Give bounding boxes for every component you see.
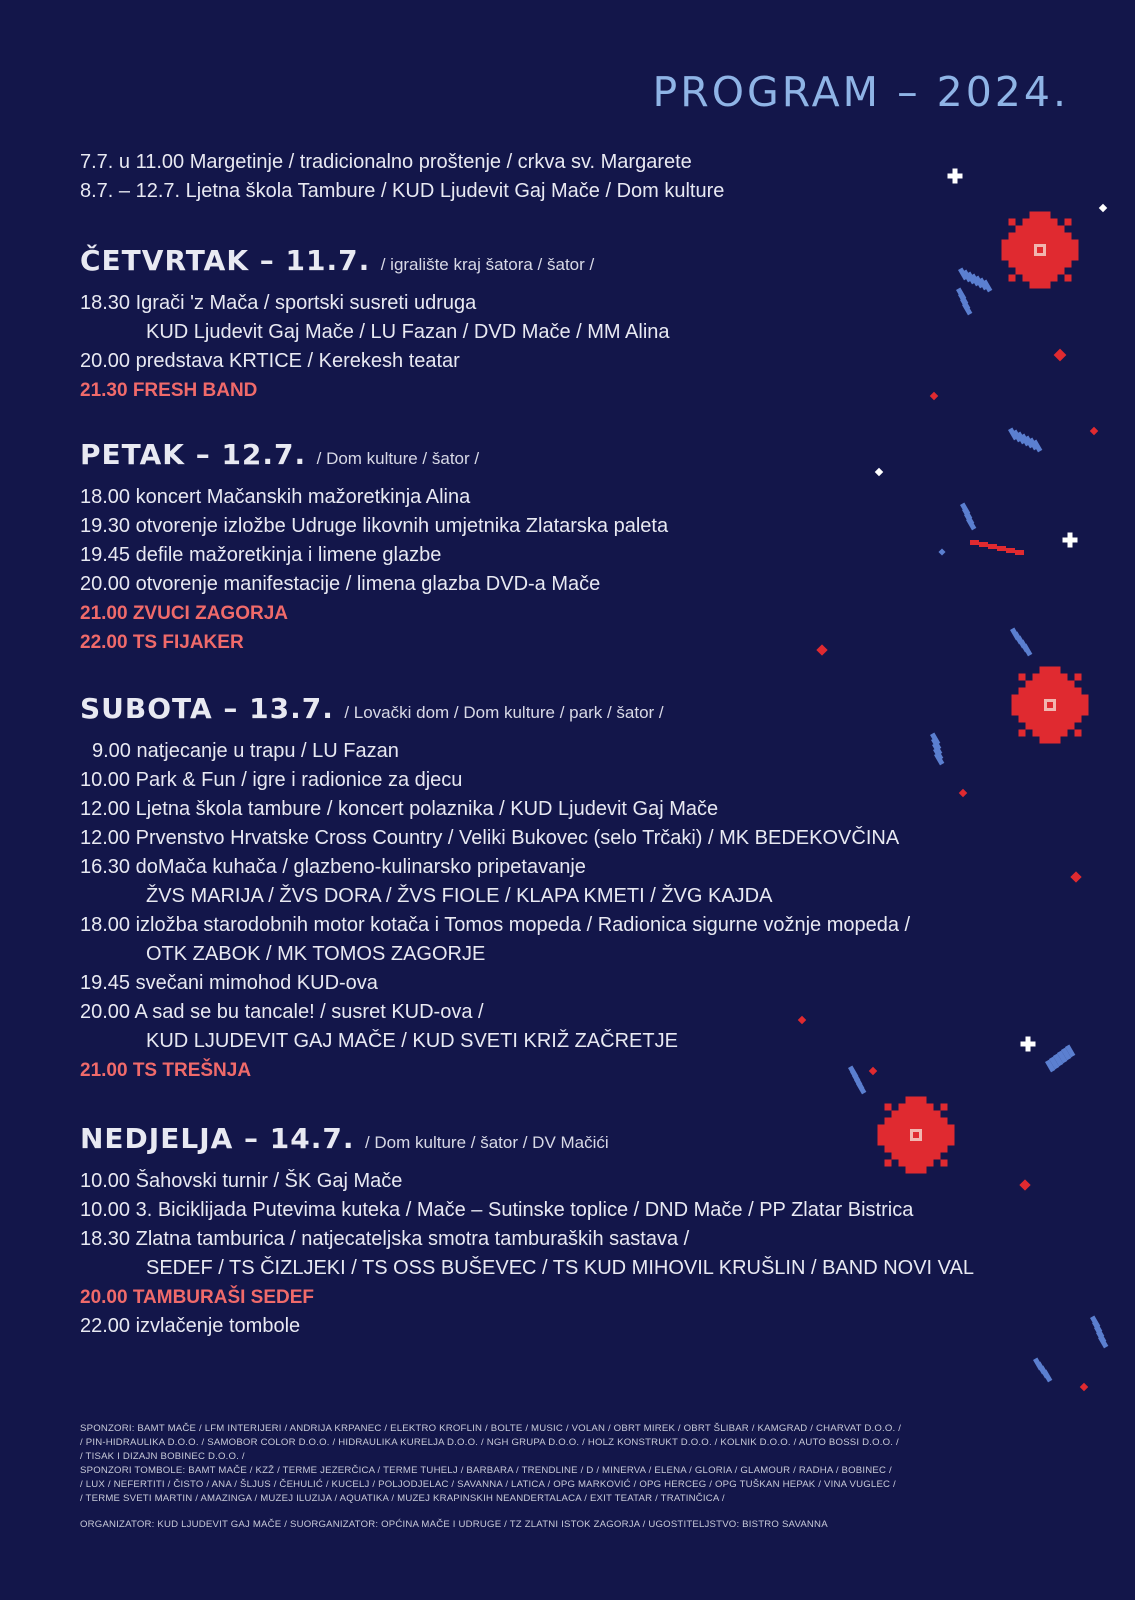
diamond-ornament xyxy=(869,1067,877,1075)
program-item: 18.30 Zlatna tamburica / natjecateljska smotra tamburaških sastava / xyxy=(80,1228,690,1250)
diamond-ornament xyxy=(875,468,883,476)
program-item: 10.00 Park & Fun / igre i radionice za djecu xyxy=(80,769,463,791)
diamond-ornament xyxy=(1090,427,1098,435)
diamond-ornament xyxy=(798,1016,806,1024)
red-stripe-ornament xyxy=(988,544,997,549)
organizer-line: ORGANIZATOR: KUD LJUDEVIT GAJ MAČE / SUORGANIZATOR: OPĆINA MAČE I UDRUGE / TZ ZLATNI ISTOK ZAGORJA / UGOSTITELJSTVO: BISTRO SAVANNA xyxy=(80,1519,828,1530)
white-cross-ornament xyxy=(948,174,963,179)
highlight-item: 21.30 FRESH BAND xyxy=(80,380,258,401)
program-item: ŽVS MARIJA / ŽVS DORA / ŽVS FIOLE / KLAPA KMETI / ŽVG KAJDA xyxy=(146,885,773,907)
red-stripe-ornament xyxy=(979,542,988,547)
highlight-item: 20.00 TAMBURAŠI SEDEF xyxy=(80,1287,315,1308)
day-location: / Lovački dom / Dom kulture / park / šator / xyxy=(344,703,664,722)
day-location: / Dom kulture / šator / DV Mačići xyxy=(364,1133,609,1152)
program-item: 10.00 Šahovski turnir / ŠK Gaj Mače xyxy=(80,1170,403,1192)
red-flower-ornament xyxy=(1002,212,1079,289)
zigzag-ornament xyxy=(966,518,976,531)
program-item: 18.30 Igrači 'z Mača / sportski susreti udruga xyxy=(80,292,477,314)
program-item: 12.00 Prvenstvo Hrvatske Cross Country / Veliki Bukovec (selo Trčaki) / MK BEDEKOVČINA xyxy=(80,827,900,849)
diamond-ornament xyxy=(938,548,945,555)
zigzag-ornament xyxy=(962,303,972,316)
day-location: / Dom kulture / šator / xyxy=(316,449,480,468)
highlight-item: 22.00 TS FIJAKER xyxy=(80,632,244,653)
diamond-ornament xyxy=(1070,871,1081,882)
red-flower-ornament xyxy=(878,1097,955,1174)
red-stripe-ornament xyxy=(970,540,979,545)
zigzag-ornament xyxy=(1042,1370,1052,1383)
program-item: 20.00 A sad se bu tancale! / susret KUD-ova / xyxy=(80,1001,484,1023)
white-cross-ornament xyxy=(1063,538,1078,543)
diamond-ornament xyxy=(1080,1383,1088,1391)
highlight-item: 21.00 TS TREŠNJA xyxy=(80,1060,252,1081)
sponsor-line: SPONZORI TOMBOLE: BAMT MAČE / KZŽ / TERME JEZERČICA / TERME TUHELJ / BARBARA / TRENDLINE / D / MINERVA / ELENA / GLORIA / GLAMOUR / RADHA / BOBINEC / xyxy=(80,1465,892,1476)
zigzag-ornament xyxy=(1022,644,1032,657)
diamond-ornament xyxy=(930,392,938,400)
program-item: 19.45 svečani mimohod KUD-ova xyxy=(80,972,378,994)
diamond-ornament xyxy=(1099,204,1107,212)
program-item: OTK ZABOK / MK TOMOS ZAGORJE xyxy=(146,943,486,965)
day-location: / igralište kraj šatora / šator / xyxy=(380,255,595,274)
red-flower-ornament xyxy=(1012,667,1089,744)
program-item: 18.00 koncert Mačanskih mažoretkinja Alina xyxy=(80,486,471,508)
diamond-ornament xyxy=(1019,1179,1030,1190)
zigzag-ornament xyxy=(1098,1336,1108,1349)
program-item: 16.30 doMača kuhača / glazbeno-kulinarsko pripetavanje xyxy=(80,856,586,878)
program-item: 12.00 Ljetna škola tambure / koncert polaznika / KUD Ljudevit Gaj Mače xyxy=(80,798,719,820)
diamond-ornament xyxy=(959,789,967,797)
day-name: PETAK – 12.7. xyxy=(80,438,307,471)
day-name: SUBOTA – 13.7. xyxy=(80,692,334,725)
program-item: 22.00 izvlačenje tombole xyxy=(80,1315,301,1337)
sponsor-line: SPONZORI: BAMT MAČE / LFM INTERIJERI / ANDRIJA KRPANEC / ELEKTRO KROFLIN / BOLTE / MUSIC / VOLAN / OBRT MIREK / OBRT ŠLIBAR / KAMGRAD / CHARVAT D.O.O. / xyxy=(80,1423,902,1434)
highlight-item: 21.00 ZVUCI ZAGORJA xyxy=(80,603,288,624)
program-item: 19.45 defile mažoretkinja i limene glazbe xyxy=(80,544,442,566)
red-stripe-ornament xyxy=(997,546,1006,551)
white-cross-ornament xyxy=(1021,1042,1036,1047)
intro-line: 7.7. u 11.00 Margetinje / tradicionalno proštenje / crkva sv. Margarete xyxy=(80,151,692,173)
program-item: 9.00 natjecanje u trapu / LU Fazan xyxy=(92,740,399,762)
program-item: 19.30 otvorenje izložbe Udruge likovnih umjetnika Zlatarska paleta xyxy=(80,515,669,537)
sponsor-line: / PIN-HIDRAULIKA D.O.O. / SAMOBOR COLOR D.O.O. / HIDRAULIKA KURELJA D.O.O. / NGH GRUPA D.O.O. / HOLZ KONSTRUKT D.O.O. / KOLNIK D.O.O. / AUTO BOSSI D.O.O. / xyxy=(80,1437,899,1448)
diamond-ornament xyxy=(1054,349,1067,362)
red-stripe-ornament xyxy=(1006,548,1015,553)
zigzag-ornament xyxy=(934,753,944,766)
page-title: PROGRAM – 2024. xyxy=(652,68,1069,116)
program-item: 18.00 izložba starodobnih motor kotača i Tomos mopeda / Radionica sigurne vožnje mopeda / xyxy=(80,914,911,936)
sponsor-line: / LUX / NEFERTITI / ČISTO / ANA / ŠLJUS / ČEHULIĆ / KUCELJ / POLJODJELAC / SAVANNA / LATICA / OPG MARKOVIĆ / OPG HERCEG / OPG TUŠKAN HEPAK / VINA VUGLEC / xyxy=(80,1479,896,1490)
program-item: 20.00 otvorenje manifestacije / limena glazba DVD-a Mače xyxy=(80,573,601,595)
day-name: NEDJELJA – 14.7. xyxy=(80,1122,355,1155)
sponsor-line: / TISAK I DIZAJN BOBINEC D.O.O. / xyxy=(80,1451,245,1462)
day-name: ČETVRTAK – 11.7. xyxy=(80,244,371,277)
zigzag-ornament xyxy=(856,1082,866,1095)
red-stripe-ornament xyxy=(1015,550,1024,555)
program-item: KUD Ljudevit Gaj Mače / LU Fazan / DVD Mače / MM Alina xyxy=(146,321,670,343)
program-item: 10.00 3. Biciklijada Putevima kuteka / Mače – Sutinske toplice / DND Mače / PP Zlatar Bistrica xyxy=(80,1199,914,1221)
program-item: SEDEF / TS ČIZLJEKI / TS OSS BUŠEVEC / TS KUD MIHOVIL KRUŠLIN / BAND NOVI VAL xyxy=(146,1257,974,1279)
program-item: KUD LJUDEVIT GAJ MAČE / KUD SVETI KRIŽ ZAČRETJE xyxy=(146,1030,678,1052)
sponsor-line: / TERME SVETI MARTIN / AMAZINGA / MUZEJ ILUZIJA / AQUATIKA / MUZEJ KRAPINSKIH NEANDERTALACA / EXIT TEATAR / TRATINČICA / xyxy=(80,1493,725,1504)
diamond-ornament xyxy=(816,644,827,655)
intro-line: 8.7. – 12.7. Ljetna škola Tambure / KUD Ljudevit Gaj Mače / Dom kulture xyxy=(80,180,725,202)
program-item: 20.00 predstava KRTICE / Kerekesh teatar xyxy=(80,350,460,372)
